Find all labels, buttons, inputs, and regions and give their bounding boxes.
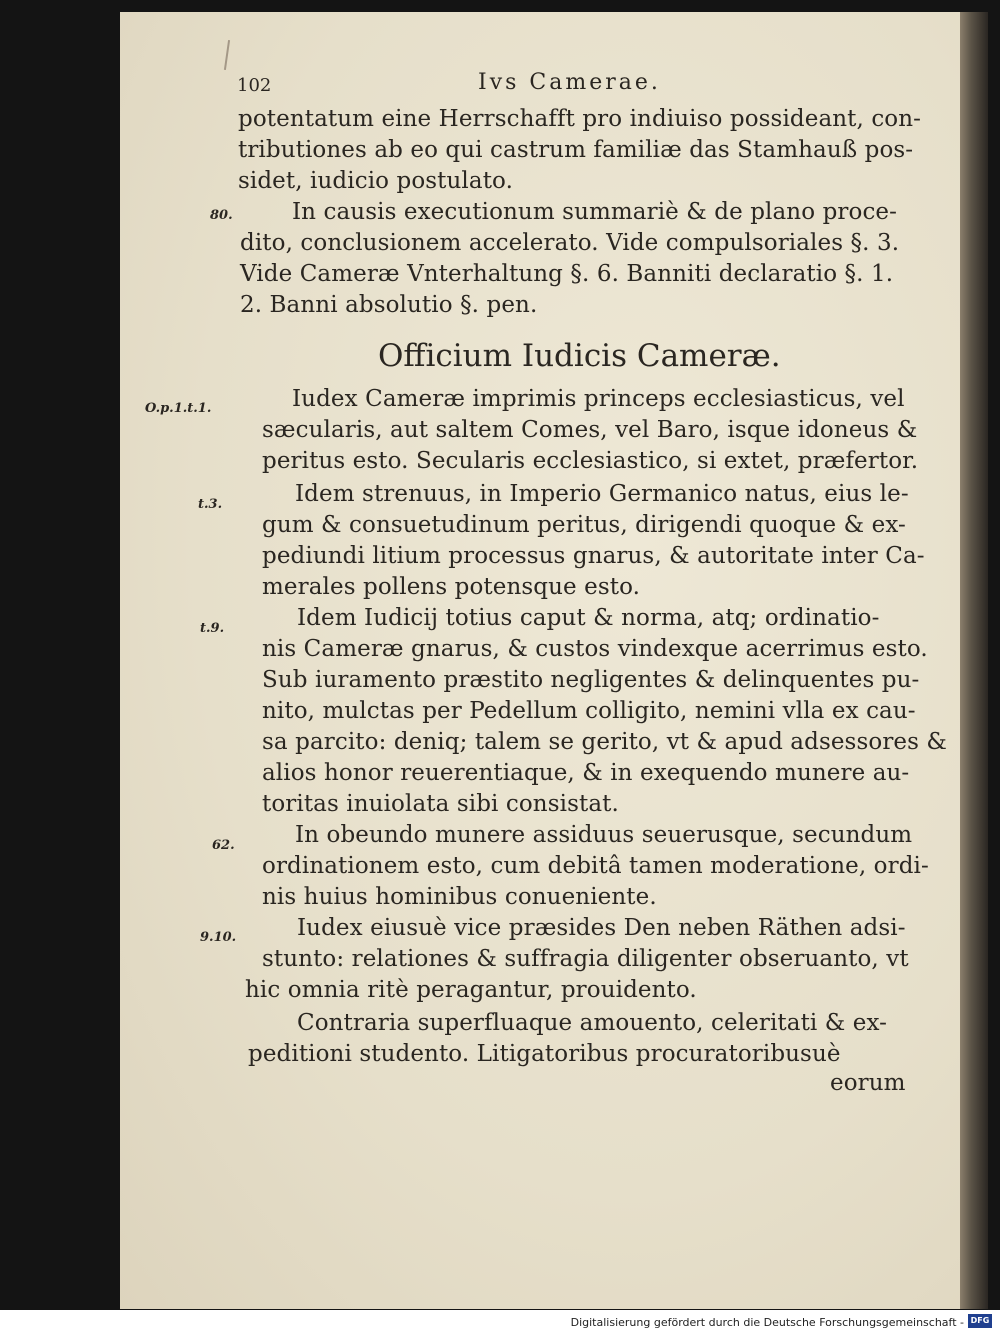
text-line: In causis executionum summariè & de plano proce-	[292, 199, 898, 225]
margin-note: 9.10.	[200, 930, 237, 945]
text-line: nito, mulctas per Pedellum colligito, nemini vlla ex cau-	[262, 698, 916, 724]
page-number: 102	[237, 75, 272, 96]
text-line: alios honor reuerentiaque, & in exequendo munere au-	[262, 760, 910, 786]
text-line: dito, conclusionem accelerato. Vide compulsoriales §. 3.	[240, 230, 900, 256]
text-line: tributiones ab eo qui castrum familiæ das Stamhauß pos-	[238, 137, 914, 163]
text-line: sa parcito: deniq; talem se gerito, vt & apud adsessores &	[262, 729, 948, 755]
dfg-logo: DFG	[968, 1314, 992, 1328]
book-spine	[960, 12, 988, 1309]
margin-note: t.9.	[200, 621, 225, 636]
text-line: sidet, iudicio postulato.	[238, 168, 513, 194]
text-line: sæcularis, aut saltem Comes, vel Baro, isque idoneus &	[262, 417, 918, 443]
text-line: Iudex eiusuè vice præsides Den neben Räthen adsi-	[297, 915, 906, 941]
text-line: ordinationem esto, cum debitâ tamen moderatione, ordi-	[262, 853, 929, 879]
text-line: toritas inuiolata sibi consistat.	[262, 791, 619, 817]
text-line: Idem strenuus, in Imperio Germanico natus, eius le-	[295, 481, 909, 507]
margin-note: 80.	[210, 208, 233, 223]
text-line: Iudex Cameræ imprimis princeps ecclesiasticus, vel	[292, 386, 905, 412]
text-line: Contraria superfluaque amouento, celeritati & ex-	[297, 1010, 888, 1036]
text-line: gum & consuetudinum peritus, dirigendi quoque & ex-	[262, 512, 906, 538]
margin-note: 62.	[212, 838, 235, 853]
text-line: Vide Cameræ Vnterhaltung §. 6. Banniti declaratio §. 1.	[240, 261, 894, 287]
text-line: 2. Banni absolutio §. pen.	[240, 292, 538, 318]
funding-notice: Digitalisierung gefördert durch die Deutsche Forschungsgemeinschaft -	[570, 1316, 964, 1329]
text-line: eorum	[830, 1070, 906, 1096]
text-line: stunto: relationes & suffragia diligenter obseruanto, vt	[262, 946, 909, 972]
margin-note: O.p.1.t.1.	[145, 401, 212, 416]
text-line: nis Cameræ gnarus, & custos vindexque acerrimus esto.	[262, 636, 928, 662]
text-line: merales pollens potensque esto.	[262, 574, 641, 600]
text-line: Sub iuramento præstito negligentes & delinquentes pu-	[262, 667, 920, 693]
text-line: potentatum eine Herrschafft pro indiuiso possideant, con-	[238, 106, 922, 132]
section-heading: Officium Iudicis Cameræ.	[378, 338, 781, 374]
text-line: nis huius hominibus conueniente.	[262, 884, 657, 910]
text-line: peritus esto. Secularis ecclesiastico, si extet, præfertor.	[262, 448, 919, 474]
running-head: Ivs Camerae.	[478, 70, 661, 95]
text-line: pediundi litium processus gnarus, & autoritate inter Ca-	[262, 543, 925, 569]
text-line: In obeundo munere assiduus seuerusque, secundum	[295, 822, 913, 848]
text-line: peditioni studento. Litigatoribus procuratoribusuè	[248, 1041, 841, 1067]
text-line: hic omnia ritè peragantur, prouidento.	[245, 977, 697, 1003]
margin-note: t.3.	[198, 497, 223, 512]
text-line: Idem Iudicij totius caput & norma, atq; ordinatio-	[297, 605, 880, 631]
